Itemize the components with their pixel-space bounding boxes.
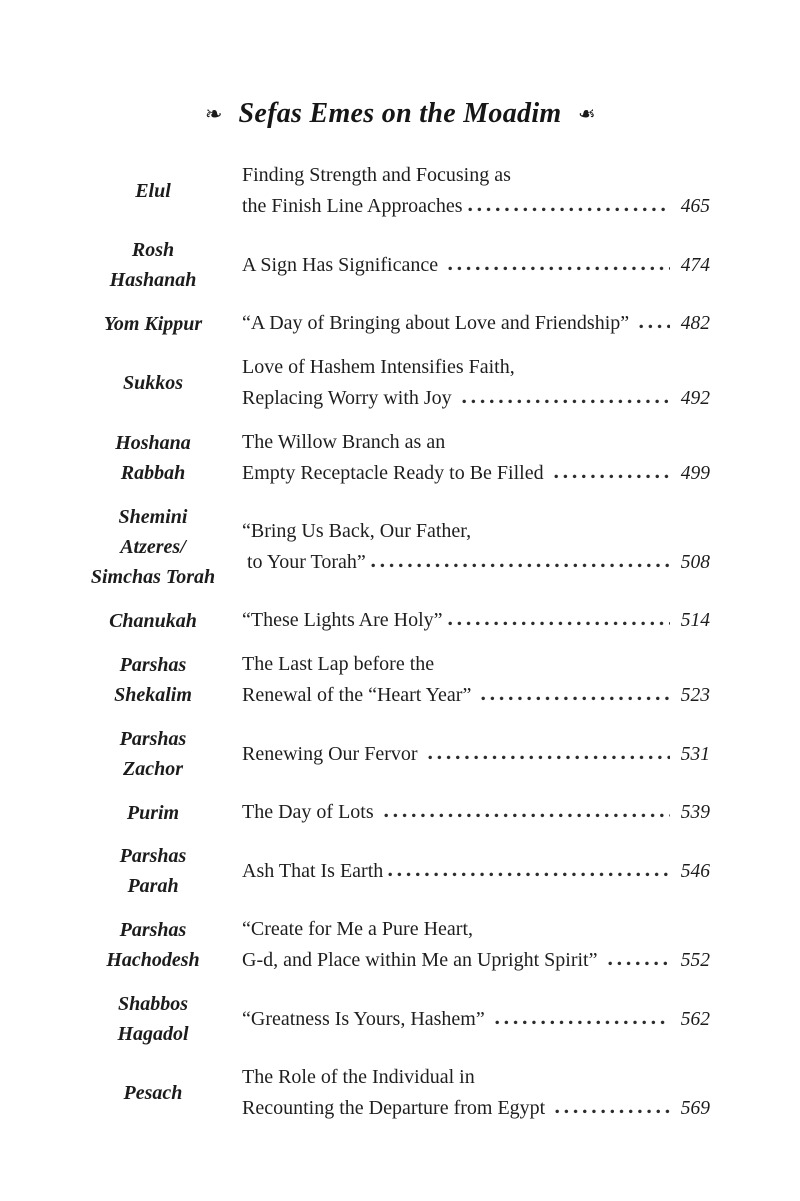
holiday-label-line: Hashanah: [109, 269, 197, 291]
holiday-label-line: Atzeres/: [120, 536, 186, 558]
page-number: 562: [680, 1008, 710, 1030]
chapter-title-text: “Create for Me a Pure Heart,: [242, 918, 473, 940]
chapter-title-text: Renewing Our Fervor: [242, 742, 423, 765]
toc-entry-title: [242, 352, 710, 414]
holiday-label-line: Shekalim: [114, 684, 192, 706]
fleuron-right-icon: ❧: [577, 101, 596, 126]
holiday-label-line: Yom Kippur: [103, 312, 203, 335]
toc-entry: [0, 989, 800, 1049]
toc-entry-title: [242, 739, 710, 770]
dot-leader: [448, 621, 671, 626]
page-number: 514: [680, 610, 710, 631]
toc-entry-label: [82, 1078, 224, 1108]
toc-entry-title: [242, 1062, 710, 1124]
holiday-label-line: Parshas: [119, 728, 187, 750]
holiday-label-line: Rabbah: [120, 462, 186, 484]
toc-entry-title: [242, 1004, 710, 1035]
page-number: 531: [680, 743, 710, 765]
holiday-label-line: Chanukah: [109, 609, 197, 632]
toc-entry-label: [82, 606, 224, 636]
toc-entry-label: [82, 428, 224, 488]
chapter-title-text: Replacing Worry with Joy: [242, 387, 457, 409]
chapter-title-text: The Last Lap before the: [242, 653, 435, 675]
chapter-title-text: Finding Strength and Focusing as: [242, 164, 511, 186]
toc-entry-title: [242, 308, 710, 339]
toc-entry-label: [82, 724, 224, 784]
chapter-title-text: to Your Torah”: [242, 551, 366, 573]
fleuron-left-icon: ❧: [204, 101, 223, 126]
toc-entry-label: [82, 502, 224, 592]
title-block: [0, 0, 800, 130]
toc-entry-label: [82, 798, 224, 828]
chapter-title-line: [242, 945, 710, 976]
dot-leader: [481, 696, 670, 701]
dot-leader: [554, 474, 670, 479]
dot-leader: [468, 207, 670, 212]
chapter-title-line: [242, 547, 710, 578]
toc-entry: [0, 649, 800, 711]
chapter-title-line: [242, 516, 710, 547]
toc-entry-title: [242, 160, 710, 222]
toc-entry-title: [242, 649, 710, 711]
chapter-title-line: [242, 856, 710, 887]
page-number: 539: [680, 802, 710, 823]
toc-entry-title: [242, 516, 710, 578]
chapter-title-text: “Greatness Is Yours, Hashem”: [242, 1007, 490, 1030]
dot-leader: [448, 266, 670, 271]
dot-leader: [388, 872, 670, 877]
toc-entry-label: [82, 650, 224, 710]
dot-leader: [495, 1020, 670, 1025]
dot-leader: [462, 399, 670, 404]
toc-entry: [0, 724, 800, 784]
holiday-label-line: Parshas: [119, 845, 187, 867]
chapter-title-line: [242, 308, 710, 339]
chapter-title-line: [242, 680, 710, 711]
page-number: 465: [680, 196, 710, 217]
toc-entry-label: [82, 235, 224, 295]
chapter-title-text: The Willow Branch as an: [242, 431, 446, 453]
book-title: Sefas Emes on the Moadim: [238, 98, 562, 129]
chapter-title-line: [242, 1004, 710, 1035]
page-number: 499: [680, 463, 710, 484]
chapter-title-line: [242, 458, 710, 489]
chapter-title-text: The Day of Lots: [242, 801, 379, 823]
toc-entry-title: [242, 250, 710, 281]
chapter-title-line: [242, 383, 710, 414]
chapter-title-text: “A Day of Bringing about Love and Friendship”: [242, 312, 635, 334]
chapter-title-line: [242, 797, 710, 828]
holiday-label-line: Hachodesh: [106, 949, 200, 971]
toc-entry: [0, 1062, 800, 1124]
chapter-title-line: [242, 427, 710, 458]
chapter-title-line: [242, 160, 710, 191]
toc-entry: [0, 502, 800, 592]
chapter-title-text: Ash That Is Earth: [242, 859, 384, 882]
toc-entry-title: [242, 605, 710, 636]
toc-entry: [0, 797, 800, 828]
toc-entry-title: [242, 427, 710, 489]
toc-list: [0, 160, 800, 1124]
chapter-title-line: [242, 914, 710, 945]
page-number: 482: [680, 313, 710, 334]
holiday-label-line: Simchas Torah: [90, 566, 216, 588]
toc-entry: [0, 235, 800, 295]
holiday-label-line: Elul: [135, 180, 171, 202]
holiday-label-line: Zachor: [123, 758, 183, 780]
chapter-title-line: [242, 605, 710, 636]
holiday-label-line: Sukkos: [122, 372, 184, 394]
toc-entry-label: [82, 309, 224, 339]
chapter-title-line: [242, 1062, 710, 1093]
chapter-title-text: “These Lights Are Holy”: [242, 609, 443, 631]
chapter-title-text: the Finish Line Approaches: [242, 195, 463, 217]
toc-entry: [0, 605, 800, 636]
toc-entry-title: [242, 856, 710, 887]
dot-leader: [371, 563, 670, 568]
chapter-title-text: Recounting the Departure from Egypt: [242, 1097, 551, 1119]
toc-entry: [0, 160, 800, 222]
toc-entry-label: [82, 368, 224, 398]
holiday-label-line: Hoshana: [115, 432, 191, 454]
toc-entry-label: [82, 841, 224, 901]
holiday-label-line: Shabbos: [117, 993, 189, 1015]
holiday-label-line: Shemini: [118, 506, 188, 528]
toc-entry: [0, 427, 800, 489]
page-number: 474: [680, 254, 710, 276]
chapter-title-text: Love of Hashem Intensifies Faith,: [242, 356, 515, 378]
toc-entry: [0, 352, 800, 414]
toc-entry-label: [82, 989, 224, 1049]
toc-entry: [0, 841, 800, 901]
chapter-title-line: [242, 649, 710, 680]
dot-leader: [384, 813, 670, 818]
page-number: 569: [680, 1098, 710, 1119]
dot-leader: [639, 324, 670, 329]
page-number: 492: [680, 388, 710, 409]
page-number: 546: [680, 860, 710, 882]
chapter-title-text: “Bring Us Back, Our Father,: [242, 520, 472, 542]
holiday-label-line: Parshas: [119, 919, 187, 941]
holiday-label-line: Rosh: [131, 239, 175, 261]
holiday-label-line: Pesach: [123, 1082, 183, 1104]
toc-entry-label: [82, 915, 224, 975]
chapter-title-text: The Role of the Individual in: [242, 1066, 475, 1088]
chapter-title-text: Empty Receptacle Ready to Be Filled: [242, 462, 549, 484]
toc-entry: [0, 308, 800, 339]
page-number: 523: [680, 685, 710, 706]
chapter-title-text: A Sign Has Significance: [242, 253, 444, 276]
chapter-title-line: [242, 1093, 710, 1124]
dot-leader: [555, 1109, 670, 1114]
chapter-title-line: [242, 739, 710, 770]
holiday-label-line: Parah: [127, 875, 179, 897]
chapter-title-line: [242, 250, 710, 281]
holiday-label-line: Purim: [126, 801, 180, 824]
chapter-title-text: Renewal of the “Heart Year”: [242, 684, 477, 706]
holiday-label-line: Parshas: [119, 654, 187, 676]
dot-leader: [608, 961, 671, 966]
toc-entry-title: [242, 914, 710, 976]
toc-entry-title: [242, 797, 710, 828]
chapter-title-line: [242, 352, 710, 383]
chapter-title-text: G-d, and Place within Me an Upright Spirit”: [242, 949, 603, 971]
toc-entry: [0, 914, 800, 976]
holiday-label-line: Hagadol: [117, 1023, 189, 1045]
dot-leader: [428, 755, 670, 760]
toc-entry-label: [82, 176, 224, 206]
page-number: 508: [680, 552, 710, 573]
chapter-title-line: [242, 191, 710, 222]
page-number: 552: [680, 950, 710, 971]
